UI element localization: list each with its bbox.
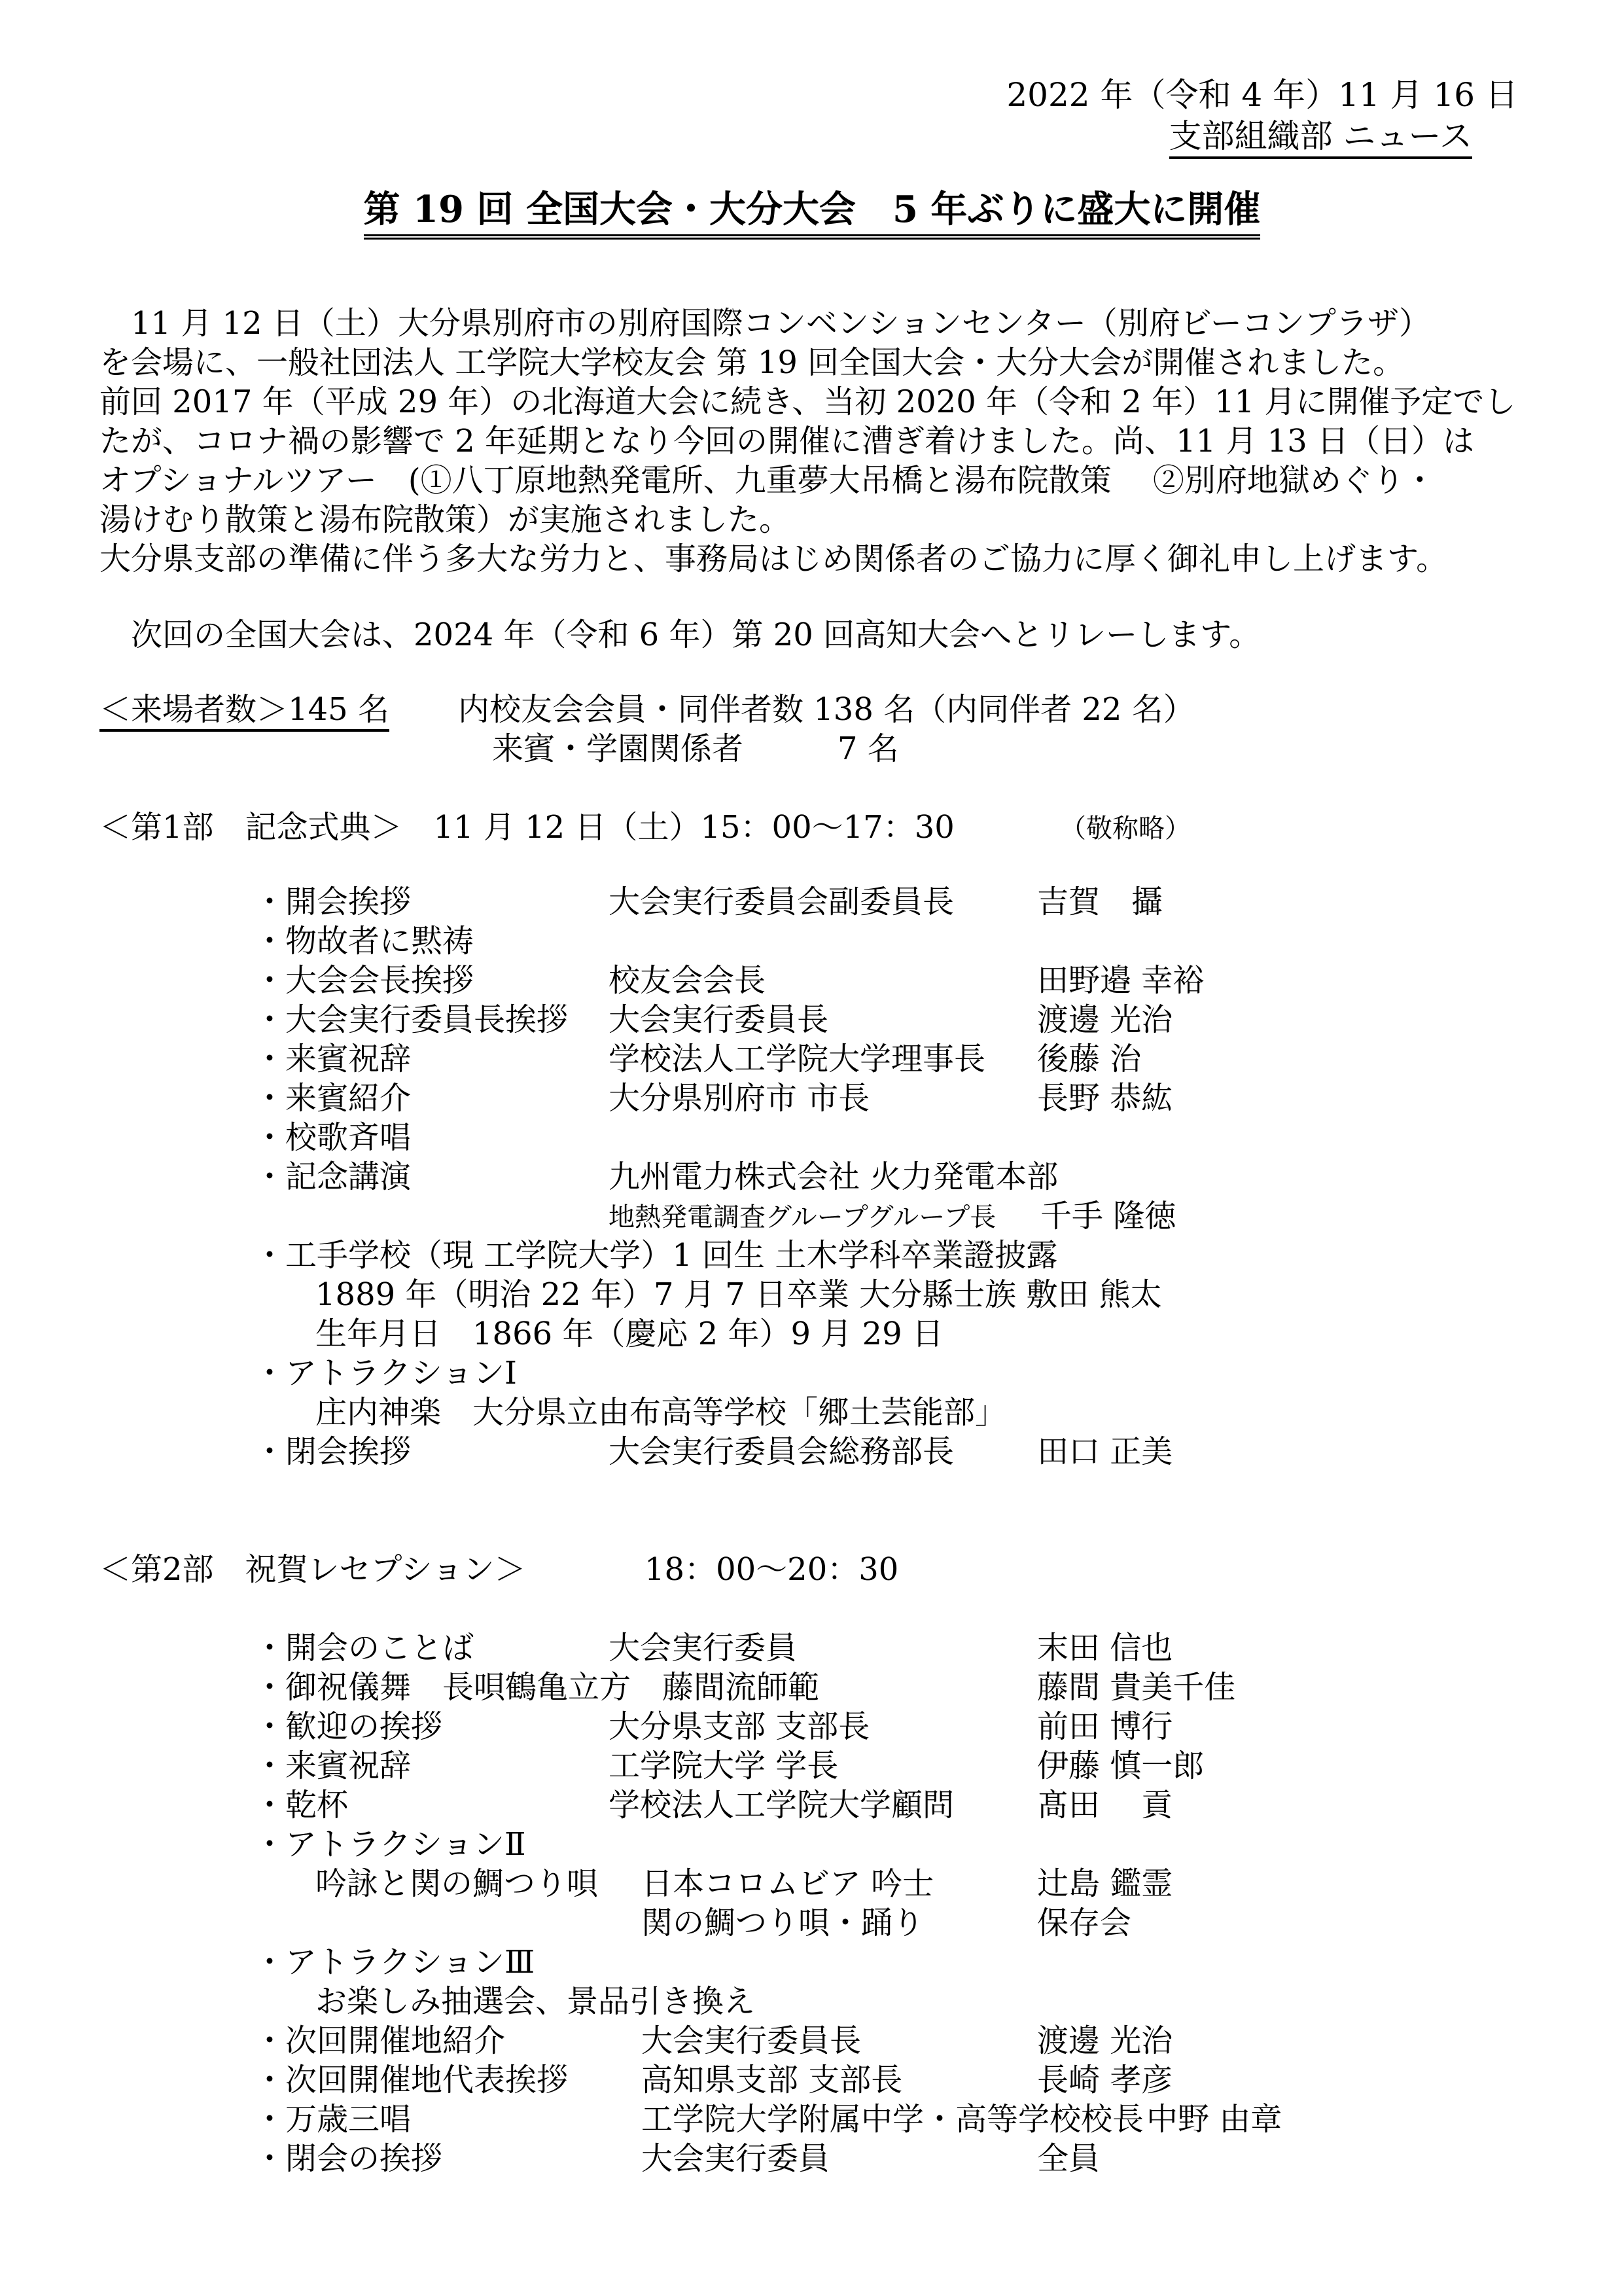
lecture-sub-role: 地熱発電調査グループグループ長 — [609, 1202, 997, 1232]
attendance-label: ＜来場者数＞145 名 — [99, 694, 389, 732]
program-person: 辻島 鑑霊 — [1037, 1865, 1173, 1902]
program-item: ・来賓紹介 — [254, 1080, 412, 1117]
attraction-detail: 吟詠と関の鯛つり唄 — [315, 1865, 599, 1902]
program-role: 学校法人工学院大学理事長 — [609, 1041, 986, 1077]
program-item: ・アトラクションⅠ — [254, 1355, 518, 1391]
lecture-speaker: 千手 隆徳 — [1040, 1198, 1176, 1234]
program-person: 渡邊 光治 — [1037, 1001, 1173, 1038]
program-person: 全員 — [1037, 2140, 1101, 2177]
program-person: 末田 信也 — [1037, 1630, 1173, 1666]
program-role: 工学院大学附属中学・高等学校校長 — [641, 2101, 1144, 2138]
program-person: 渡邊 光治 — [1037, 2022, 1173, 2059]
department-name: 支部組織部 ニュース — [1169, 120, 1472, 159]
program-item: ・閉会の挨拶 — [254, 2140, 443, 2177]
body-line: を会場に、一般社団法人 工学院大学校友会 第 19 回全国大会・大分大会が開催されました。 — [99, 344, 1405, 381]
news-date: 2022 年（令和 4 年）11 月 16 日 — [1006, 76, 1518, 114]
program-item: ・歓迎の挨拶 — [254, 1708, 443, 1745]
program-role: 九州電力株式会社 火力発電本部 — [609, 1158, 1059, 1195]
program-item: ・次回開催地代表挨拶 — [254, 2062, 569, 2098]
program-item: ・大会実行委員長挨拶 — [254, 1001, 569, 1038]
program-person: 後藤 治 — [1037, 1041, 1142, 1077]
attendance-members: 内校友会会員・同伴者数 138 名（内同伴者 22 名） — [458, 691, 1195, 728]
program-role: 大会実行委員会総務部長 — [609, 1433, 955, 1470]
program-role: 大会実行委員会副委員長 — [609, 884, 955, 920]
honorific-note: （敬称略） — [1060, 814, 1191, 844]
program-role: 大分県別府市 市長 — [609, 1080, 870, 1117]
program-item: ・アトラクションⅢ — [254, 1944, 535, 1981]
diploma-detail: 1889 年（明治 22 年）7 月 7 日卒業 大分縣士族 敷田 熊太 — [315, 1276, 1162, 1313]
part2-heading: ＜第2部 祝賀レセプション＞ — [99, 1551, 526, 1588]
program-person: 伊藤 慎一郎 — [1037, 1748, 1205, 1784]
part2-time: 18：00～20：30 — [644, 1551, 899, 1588]
program-person: 藤間 貴美千佳 — [1037, 1669, 1236, 1706]
program-person: 長崎 孝彦 — [1037, 2062, 1173, 2098]
diploma-detail: 生年月日 1866 年（慶応 2 年）9 月 29 日 — [315, 1316, 944, 1352]
program-role: 学校法人工学院大学顧問 — [609, 1787, 955, 1823]
program-role: 大会実行委員長 — [641, 2022, 862, 2059]
program-item: ・物故者に黙祷 — [254, 923, 474, 960]
next-event-line: 次回の全国大会は、2024 年（令和 6 年）第 20 回高知大会へとリレーします。 — [99, 617, 1261, 653]
program-item: ・乾杯 — [254, 1787, 349, 1823]
program-item: ・アトラクションⅡ — [254, 1826, 526, 1863]
body-line: たが、コロナ禍の影響で 2 年延期となり今回の開催に漕ぎ着けました。尚、11 月 13 日（日）は — [99, 423, 1474, 459]
program-person: 田野邉 幸裕 — [1037, 962, 1205, 999]
body-line: 湯けむり散策と湯布院散策）が実施されました。 — [99, 501, 791, 538]
program-role: 校友会会長 — [609, 962, 766, 999]
page-title — [0, 188, 1624, 240]
program-person: 田口 正美 — [1037, 1433, 1173, 1470]
attendance-guests: 来賓・学園関係者 7 名 — [492, 730, 899, 767]
program-person: 長野 恭紘 — [1037, 1080, 1173, 1117]
program-role: 高知県支部 支部長 — [641, 2062, 903, 2098]
body-line: 11 月 12 日（土）大分県別府市の別府国際コンベンションセンター（別府ビーコンプラザ） — [99, 305, 1430, 342]
program-role: 大会実行委員 — [609, 1630, 798, 1666]
program-item: ・閉会挨拶 — [254, 1433, 412, 1470]
part1-heading: ＜第1部 記念式典＞ 11 月 12 日（土）15：00～17：30 — [99, 809, 955, 846]
body-line: 大分県支部の準備に伴う多大な労力と、事務局はじめ関係者のご協力に厚く御礼申し上げます。 — [99, 541, 1448, 577]
program-role: 関の鯛つり唄・踊り — [641, 1905, 925, 1941]
program-role: 大分県支部 支部長 — [609, 1708, 870, 1745]
program-role: 大会実行委員 — [641, 2140, 830, 2177]
program-item: ・来賓祝辞 — [254, 1041, 412, 1077]
page-title-text: 第 19 回 全国大会・大分大会 5 年ぶりに盛大に開催 — [364, 191, 1261, 240]
program-role: 大会実行委員長 — [609, 1001, 829, 1038]
program-person: 前田 博行 — [1037, 1708, 1173, 1745]
body-line: 前回 2017 年（平成 29 年）の北海道大会に続き、当初 2020 年（令和 2 年）11 月に開催予定でし — [99, 384, 1516, 420]
program-role: 工学院大学 学長 — [609, 1748, 839, 1784]
program-item: ・工手学校（現 工学院大学）1 回生 土木学科卒業證披露 — [254, 1237, 1058, 1274]
attraction-detail: 庄内神楽 大分県立由布高等学校「郷土芸能部」 — [315, 1394, 1007, 1431]
program-person: 髙田 貢 — [1037, 1787, 1173, 1823]
program-item: ・開会挨拶 — [254, 884, 412, 920]
program-item: ・大会会長挨拶 — [254, 962, 474, 999]
program-item: ・来賓祝辞 — [254, 1748, 412, 1784]
program-item: ・御祝儀舞 長唄鶴亀立方 藤間流師範 — [254, 1669, 820, 1706]
program-person: 保存会 — [1037, 1905, 1132, 1941]
program-item: ・開会のことば — [254, 1630, 474, 1666]
program-role: 日本コロムビア 吟士 — [641, 1865, 934, 1902]
program-person: 吉賀 攝 — [1037, 884, 1163, 920]
body-line: オプショナルツアー (①八丁原地熱発電所、九重夢大吊橋と湯布院散策 ②別府地獄めぐり・ — [99, 462, 1436, 499]
attraction-detail: お楽しみ抽選会、景品引き換え — [315, 1983, 756, 2020]
program-item: ・万歳三唱 — [254, 2101, 412, 2138]
program-person: 中野 由章 — [1146, 2101, 1282, 2138]
program-item: ・次回開催地紹介 — [254, 2022, 506, 2059]
program-item: ・校歌斉唱 — [254, 1119, 412, 1156]
program-item: ・記念講演 — [254, 1158, 412, 1195]
